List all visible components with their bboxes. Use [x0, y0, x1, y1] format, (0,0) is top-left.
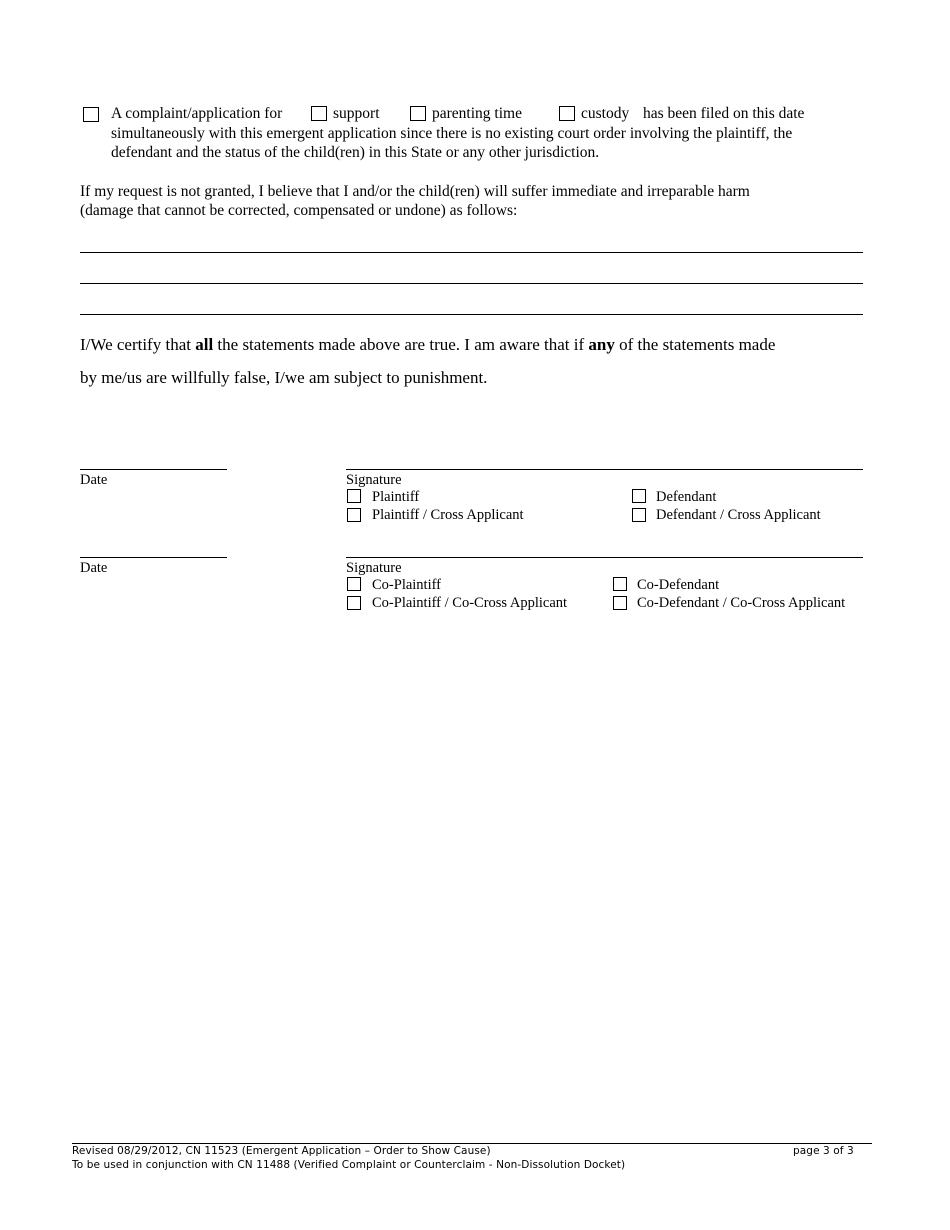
- co-plaintiff-label: Co-Plaintiff: [372, 577, 442, 593]
- complaint-lead-text: A complaint/application for: [111, 105, 283, 122]
- complaint-filed-checkbox[interactable]: [83, 107, 99, 122]
- date-line-2[interactable]: [80, 557, 227, 558]
- certification-bold-any: any: [588, 335, 615, 354]
- date-label-1: Date: [80, 472, 108, 488]
- co-defendant-checkbox[interactable]: [613, 577, 627, 591]
- co-plaintiff-co-cross-applicant-label: Co-Plaintiff / Co-Cross Applicant: [372, 595, 568, 611]
- signature-line-2[interactable]: [346, 557, 863, 558]
- complaint-line-2: simultaneously with this emergent application since there is no existing court order involving the plaintiff, the: [111, 125, 793, 142]
- plaintiff-checkbox[interactable]: [347, 489, 361, 503]
- plaintiff-cross-applicant-checkbox[interactable]: [347, 508, 361, 522]
- support-label: support: [333, 105, 380, 122]
- plaintiff-label: Plaintiff: [372, 489, 420, 505]
- certification-text: [80, 328, 880, 394]
- parenting-time-label: parenting time: [432, 105, 522, 122]
- co-plaintiff-checkbox[interactable]: [347, 577, 361, 591]
- complaint-tail-text: has been filed on this date: [643, 105, 805, 122]
- complaint-line-3: defendant and the status of the child(ren) in this State or any other jurisdiction.: [111, 144, 600, 161]
- signature-label-1: Signature: [346, 472, 402, 488]
- certification-bold-all: all: [195, 335, 214, 354]
- date-label-2: Date: [80, 560, 108, 576]
- co-defendant-co-cross-applicant-checkbox[interactable]: [613, 596, 627, 610]
- support-checkbox[interactable]: [311, 106, 327, 121]
- date-line-1[interactable]: [80, 469, 227, 470]
- footer-revised: Revised 08/29/2012, CN 11523 (Emergent Application – Order to Show Cause): [72, 1145, 491, 1157]
- certification-part-2: the statements made above are true. I am aware that if: [213, 335, 589, 354]
- defendant-cross-applicant-checkbox[interactable]: [632, 508, 646, 522]
- certification-line-2: by me/us are willfully false, I/we am subject to punishment.: [80, 368, 488, 387]
- footer-page-number: page 3 of 3: [793, 1145, 854, 1157]
- signature-line-1[interactable]: [346, 469, 863, 470]
- certification-part-3: of the statements made: [614, 335, 776, 354]
- footer-conjunction: To be used in conjunction with CN 11488 (Verified Complaint or Counterclaim - Non-Dissolution Docket): [72, 1159, 626, 1171]
- parenting-time-checkbox[interactable]: [410, 106, 426, 121]
- custody-label: custody: [581, 105, 630, 122]
- defendant-label: Defendant: [656, 489, 717, 505]
- harm-answer-line-2[interactable]: [80, 283, 863, 284]
- defendant-checkbox[interactable]: [632, 489, 646, 503]
- harm-answer-line-1[interactable]: [80, 252, 863, 253]
- harm-line-1: If my request is not granted, I believe that I and/or the child(ren) will suffer immediate and irreparable harm: [80, 183, 750, 200]
- custody-checkbox[interactable]: [559, 106, 575, 121]
- co-plaintiff-co-cross-applicant-checkbox[interactable]: [347, 596, 361, 610]
- co-defendant-co-cross-applicant-label: Co-Defendant / Co-Cross Applicant: [637, 595, 846, 611]
- plaintiff-cross-applicant-label: Plaintiff / Cross Applicant: [372, 507, 524, 523]
- harm-line-2: (damage that cannot be corrected, compensated or undone) as follows:: [80, 202, 518, 219]
- harm-answer-line-3[interactable]: [80, 314, 863, 315]
- co-defendant-label: Co-Defendant: [637, 577, 720, 593]
- certification-part-1: I/We certify that: [80, 335, 196, 354]
- defendant-cross-applicant-label: Defendant / Cross Applicant: [656, 507, 821, 523]
- signature-label-2: Signature: [346, 560, 402, 576]
- footer-divider: [72, 1143, 872, 1144]
